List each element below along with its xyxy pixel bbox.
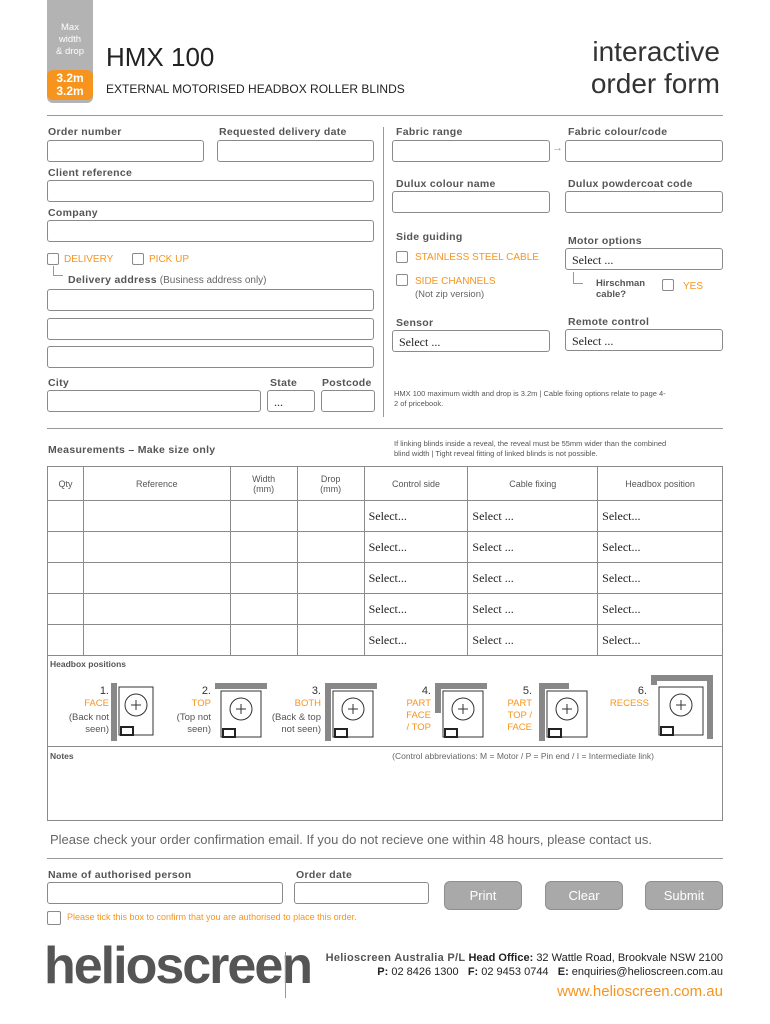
- position-5-desc1: TOP /: [507, 710, 532, 721]
- page-subtitle: EXTERNAL MOTORISED HEADBOX ROLLER BLINDS: [106, 82, 405, 96]
- header-drop: Drop (mm): [297, 467, 364, 501]
- table-row: [48, 625, 723, 656]
- reference-cell[interactable]: [83, 532, 230, 563]
- cable-fixing-select[interactable]: Select ...: [468, 594, 598, 625]
- footer-phone: 02 8426 1300: [391, 966, 459, 978]
- cable-fixing-select[interactable]: Select ...: [468, 625, 598, 656]
- not-zip-note: (Not zip version): [415, 289, 485, 300]
- headbox-part-face-top-icon: [435, 683, 487, 741]
- drop-cell[interactable]: [297, 594, 364, 625]
- delivery-address-note: (Business address only): [159, 275, 267, 286]
- dulux-colour-label: Dulux colour name: [396, 178, 496, 190]
- position-2-name: TOP: [191, 698, 211, 709]
- position-2-desc1: (Top not: [176, 712, 211, 723]
- headbox-position-select[interactable]: Select...: [598, 625, 723, 656]
- authorise-text: Please tick this box to confirm that you are authorised to place this order.: [67, 912, 357, 922]
- qty-cell[interactable]: [48, 625, 84, 656]
- qty-cell[interactable]: [48, 594, 84, 625]
- stainless-label: STAINLESS STEEL CABLE: [415, 252, 539, 263]
- badge-width-value: 3.2m: [56, 71, 84, 85]
- table-row: [48, 594, 723, 625]
- headbox-position-select[interactable]: Select...: [598, 594, 723, 625]
- headbox-position-select[interactable]: Select...: [598, 563, 723, 594]
- width-cell[interactable]: [230, 563, 297, 594]
- header-cable-fixing: Cable fixing: [468, 467, 598, 501]
- position-2-desc2: seen): [187, 724, 211, 735]
- measurements-table: [47, 466, 723, 656]
- delivery-address-line3[interactable]: [47, 346, 374, 368]
- remote-select[interactable]: Select ...: [565, 329, 723, 351]
- badge-drop: & drop: [56, 46, 84, 57]
- pickup-label: PICK UP: [149, 254, 190, 265]
- drop-cell[interactable]: [297, 625, 364, 656]
- authorise-checkbox[interactable]: [47, 911, 61, 925]
- section-divider: [47, 428, 723, 429]
- qty-cell[interactable]: [48, 563, 84, 594]
- headbox-position-5: [487, 683, 597, 745]
- authorised-person-input[interactable]: [47, 882, 283, 904]
- company-label: Company: [48, 207, 98, 219]
- headbox-position-2: [157, 683, 267, 745]
- control-side-select[interactable]: Select...: [364, 563, 468, 594]
- footer-email[interactable]: enquiries@helioscreen.com.au: [571, 966, 723, 978]
- form-heading-line2: order form: [590, 68, 720, 99]
- width-cell[interactable]: [230, 594, 297, 625]
- dulux-powdercoat-input[interactable]: [565, 191, 723, 213]
- drop-cell[interactable]: [297, 501, 364, 532]
- table-header-row: [48, 467, 723, 501]
- headbox-position-6: [597, 683, 707, 745]
- postcode-input[interactable]: [321, 390, 375, 412]
- delivery-address-heading: [68, 274, 267, 286]
- headbox-recess-icon: [651, 675, 713, 739]
- position-3-name: BOTH: [294, 698, 321, 709]
- footer-fax-label: F:: [467, 966, 479, 978]
- dulux-powdercoat-label: Dulux powdercoat code: [568, 178, 693, 190]
- position-3-number: 3.: [311, 685, 321, 697]
- hirschman-arrow-icon: [573, 272, 583, 284]
- qty-cell[interactable]: [48, 532, 84, 563]
- reference-cell[interactable]: [83, 594, 230, 625]
- cable-fixing-select[interactable]: Select ...: [468, 532, 598, 563]
- max-size-note: HMX 100 maximum width and drop is 3.2m | Cable fixing options relate to page 4-2 of pricebook.: [394, 389, 666, 408]
- footer-contact-line: [377, 966, 723, 978]
- headbox-title: Headbox positions: [50, 659, 127, 669]
- headbox-position-select[interactable]: Select...: [598, 501, 723, 532]
- helioscreen-logo: helioscreen: [44, 937, 312, 995]
- headbox-position-1: [47, 683, 157, 745]
- position-5-desc2: FACE: [507, 722, 532, 733]
- city-label: City: [48, 377, 70, 389]
- confirmation-divider: [47, 858, 723, 859]
- fabric-range-input[interactable]: [392, 140, 550, 162]
- headbox-part-top-face-icon: [539, 683, 591, 741]
- table-row: [48, 532, 723, 563]
- delivery-date-label: Requested delivery date: [219, 126, 347, 138]
- side-guiding-label: Side guiding: [396, 231, 463, 243]
- sensor-select[interactable]: Select ...: [392, 330, 550, 352]
- sensor-label: Sensor: [396, 317, 434, 329]
- order-number-label: Order number: [48, 126, 122, 138]
- column-divider: [383, 127, 384, 417]
- fabric-range-label: Fabric range: [396, 126, 463, 138]
- fabric-arrow-icon: →: [552, 142, 563, 154]
- motor-options-select[interactable]: Select ...: [565, 248, 723, 270]
- position-5-name: PART: [507, 698, 532, 709]
- control-abbreviations: (Control abbreviations: M = Motor / P = Pin end / I = Intermediate link): [392, 751, 654, 761]
- state-select[interactable]: ...: [267, 390, 315, 412]
- delivery-label: DELIVERY: [64, 254, 114, 265]
- submit-button[interactable]: Submit: [645, 881, 723, 910]
- position-2-number: 2.: [201, 685, 211, 697]
- position-1-name: FACE: [84, 698, 109, 709]
- header-qty: Qty: [48, 467, 84, 501]
- reveal-note: If linking blinds inside a reveal, the reveal must be 55mm wider than the combined blind width | Tight reveal fitting of linked blinds is not possible.: [394, 439, 667, 458]
- headbox-both-icon: [325, 683, 377, 741]
- drop-cell[interactable]: [297, 563, 364, 594]
- order-date-label: Order date: [296, 869, 353, 881]
- badge-width: width: [58, 34, 82, 45]
- delivery-arrow-icon: [53, 266, 63, 276]
- width-cell[interactable]: [230, 625, 297, 656]
- client-reference-input[interactable]: [47, 180, 374, 202]
- footer-divider: [285, 952, 286, 998]
- footer-fax: 02 9453 0744: [481, 966, 549, 978]
- control-side-select[interactable]: Select...: [364, 625, 468, 656]
- footer-website[interactable]: www.helioscreen.com.au: [557, 983, 723, 1000]
- control-side-select[interactable]: Select...: [364, 594, 468, 625]
- company-input[interactable]: [47, 220, 374, 242]
- postcode-label: Postcode: [322, 377, 372, 389]
- position-6-number: 6.: [637, 685, 647, 697]
- authorised-person-label: Name of authorised person: [48, 869, 192, 881]
- headbox-face-icon: [111, 683, 157, 741]
- headbox-position-4: [377, 683, 487, 745]
- footer-phone-label: P:: [377, 966, 389, 978]
- hirschman-line1: Hirschman: [596, 278, 646, 289]
- fabric-colour-input[interactable]: [565, 140, 723, 162]
- header-headbox-position: Headbox position: [598, 467, 723, 501]
- badge-drop-value: 3.2m: [56, 84, 84, 98]
- position-1-desc1: (Back not: [68, 712, 109, 723]
- delivery-address-line1[interactable]: [47, 289, 374, 311]
- position-4-desc2: / TOP: [406, 722, 431, 733]
- confirmation-message: Please check your order confirmation email. If you do not recieve one within 48 hours, please contact us.: [50, 832, 652, 847]
- header-width: Width (mm): [230, 467, 297, 501]
- notes-label: Notes: [50, 751, 74, 761]
- footer-head-office-label: Head Office:: [468, 952, 534, 964]
- footer-company: Helioscreen Australia P/L: [325, 952, 466, 964]
- header-control-side: Control side: [364, 467, 468, 501]
- header-reference: Reference: [83, 467, 230, 501]
- headbox-position-select[interactable]: Select...: [598, 532, 723, 563]
- fabric-colour-label: Fabric colour/code: [568, 126, 668, 138]
- position-4-desc1: FACE: [406, 710, 431, 721]
- reference-cell[interactable]: [83, 501, 230, 532]
- position-4-name: PART: [406, 698, 431, 709]
- clear-button[interactable]: Clear: [545, 881, 623, 910]
- form-heading-line1: interactive: [592, 36, 720, 67]
- position-5-number: 5.: [522, 685, 532, 697]
- footer-address: 32 Wattle Road, Brookvale NSW 2100: [536, 952, 723, 964]
- position-4-number: 4.: [421, 685, 431, 697]
- position-3-desc2: not seen): [281, 724, 321, 735]
- reference-cell[interactable]: [83, 563, 230, 594]
- hirschman-label: [596, 278, 645, 300]
- remote-label: Remote control: [568, 316, 650, 328]
- position-1-desc2: seen): [85, 724, 109, 735]
- hirschman-yes-label: YES: [683, 281, 704, 292]
- delivery-address-line2[interactable]: [47, 318, 374, 340]
- width-cell[interactable]: [230, 501, 297, 532]
- width-cell[interactable]: [230, 532, 297, 563]
- pickup-checkbox[interactable]: [132, 253, 144, 265]
- state-label: State: [270, 377, 298, 389]
- motor-options-label: Motor options: [568, 235, 642, 247]
- stainless-checkbox[interactable]: [396, 251, 408, 263]
- delivery-date-input[interactable]: [217, 140, 374, 162]
- page-title: HMX 100: [106, 42, 215, 72]
- order-date-input[interactable]: [294, 882, 429, 904]
- control-side-select[interactable]: Select...: [364, 532, 468, 563]
- headbox-position-3: [267, 683, 377, 745]
- client-reference-label: Client reference: [48, 167, 133, 179]
- drop-cell[interactable]: [297, 532, 364, 563]
- size-badge: [47, 0, 93, 103]
- hirschman-line2: cable?: [596, 289, 627, 300]
- cable-fixing-select[interactable]: Select ...: [468, 501, 598, 532]
- reference-cell[interactable]: [83, 625, 230, 656]
- position-3-desc1: (Back & top: [271, 712, 321, 723]
- qty-cell[interactable]: [48, 501, 84, 532]
- control-side-select[interactable]: Select...: [364, 501, 468, 532]
- position-6-name: RECESS: [609, 698, 649, 709]
- table-row: [48, 563, 723, 594]
- badge-max: Max: [61, 22, 79, 33]
- delivery-checkbox[interactable]: [47, 253, 59, 265]
- order-number-input[interactable]: [47, 140, 204, 162]
- header-divider: [47, 115, 723, 116]
- position-1-number: 1.: [99, 685, 109, 697]
- measurements-title: Measurements – Make size only: [48, 444, 216, 456]
- city-input[interactable]: [47, 390, 261, 412]
- table-row: [48, 501, 723, 532]
- cable-fixing-select[interactable]: Select ...: [468, 563, 598, 594]
- delivery-address-label: Delivery address: [68, 274, 157, 286]
- dulux-colour-input[interactable]: [392, 191, 550, 213]
- side-channels-checkbox[interactable]: [396, 274, 408, 286]
- footer-address-line: [326, 952, 723, 964]
- form-heading: [591, 36, 720, 100]
- footer-email-label: E:: [557, 966, 569, 978]
- print-button[interactable]: Print: [444, 881, 522, 910]
- headbox-top-icon: [215, 683, 267, 741]
- hirschman-checkbox[interactable]: [662, 279, 674, 291]
- side-channels-label: SIDE CHANNELS: [415, 276, 496, 287]
